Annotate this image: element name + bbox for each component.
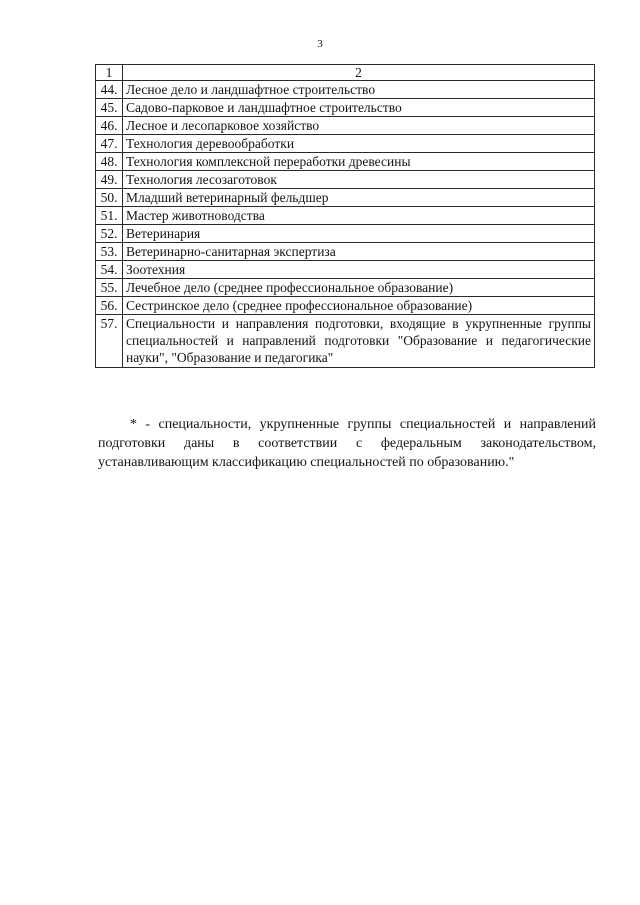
table-row	[96, 135, 595, 153]
table-row	[96, 261, 595, 279]
row-number: 54.	[96, 261, 123, 279]
row-text: Ветеринарно-санитарная экспертиза	[123, 243, 595, 261]
column-header-1: 1	[96, 65, 123, 81]
row-number: 55.	[96, 279, 123, 297]
table-row	[96, 225, 595, 243]
row-number: 57.	[96, 315, 123, 368]
row-text: Мастер животноводства	[123, 207, 595, 225]
row-number: 47.	[96, 135, 123, 153]
row-text: Лесное и лесопарковое хозяйство	[123, 117, 595, 135]
row-text: Лесное дело и ландшафтное строительство	[123, 81, 595, 99]
table-row	[96, 171, 595, 189]
row-text: Технология комплексной переработки древесины	[123, 153, 595, 171]
row-number: 46.	[96, 117, 123, 135]
row-text: Младший ветеринарный фельдшер	[123, 189, 595, 207]
row-number: 53.	[96, 243, 123, 261]
row-text: Лечебное дело (среднее профессиональное образование)	[123, 279, 595, 297]
specialties-table	[95, 64, 595, 368]
row-text: Технология лесозаготовок	[123, 171, 595, 189]
row-text: Сестринское дело (среднее профессиональное образование)	[123, 297, 595, 315]
table-header-row	[96, 65, 595, 81]
row-number: 45.	[96, 99, 123, 117]
table-row	[96, 189, 595, 207]
table-row	[96, 243, 595, 261]
page-number: 3	[317, 38, 323, 50]
row-text: Зоотехния	[123, 261, 595, 279]
row-text: Специальности и направления подготовки, входящие в укрупненные группы специальностей и направлений подготовки "Образование и педагогические науки", "Образование и педагогика"	[123, 315, 595, 368]
table-row	[96, 81, 595, 99]
row-text: Технология деревообработки	[123, 135, 595, 153]
row-text: Ветеринария	[123, 225, 595, 243]
row-number: 52.	[96, 225, 123, 243]
table-row	[96, 117, 595, 135]
table-row	[96, 315, 595, 368]
row-number: 48.	[96, 153, 123, 171]
row-number: 49.	[96, 171, 123, 189]
row-number: 50.	[96, 189, 123, 207]
column-header-2: 2	[123, 65, 595, 81]
row-number: 44.	[96, 81, 123, 99]
row-number: 51.	[96, 207, 123, 225]
table-row	[96, 207, 595, 225]
table-row	[96, 153, 595, 171]
table-row	[96, 99, 595, 117]
table-row	[96, 297, 595, 315]
footnote: * - специальности, укрупненные группы специальностей и направлений подготовки даны в соответствии с федеральным законодательством, устанавливающим классификацию специальностей по образованию."	[98, 417, 596, 470]
row-number: 56.	[96, 297, 123, 315]
row-text: Садово-парковое и ландшафтное строительство	[123, 99, 595, 117]
table-row	[96, 279, 595, 297]
